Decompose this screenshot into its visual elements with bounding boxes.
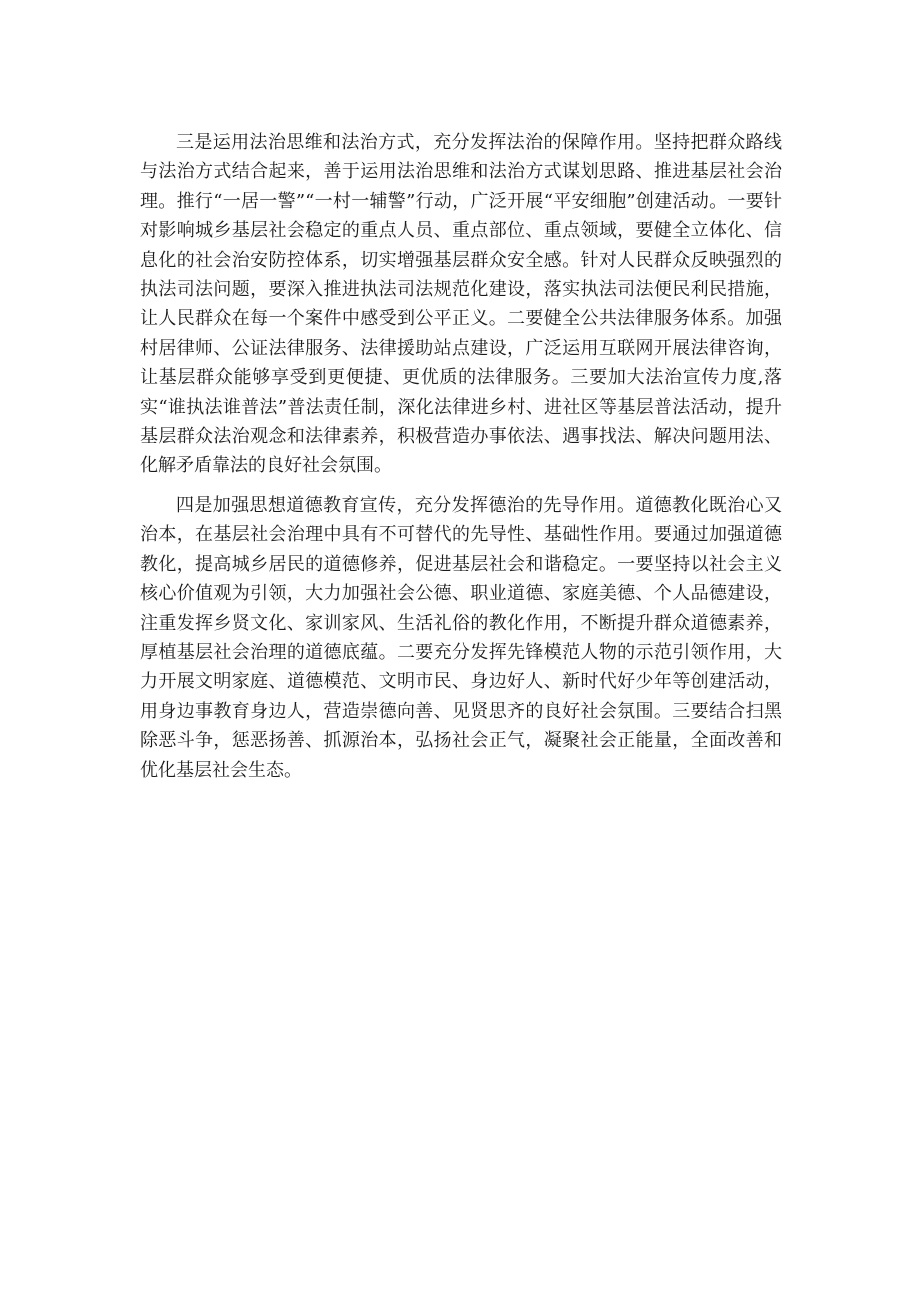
paragraph-rule-of-law: 三是运用法治思维和法治方式，充分发挥法治的保障作用。坚持把群众路线与法治方式结合起来，善于运用法治思维和法治方式谋划思路、推进基层社会治理。推行“一居一警”“一村一辅警”行动，广泛开展“平安细胞”创建活动。一要针对影响城乡基层社会稳定的重点人员、重点部位、重点领域，要健全立体化、信息化的社会治安防控体系，切实增强基层群众安全感。针对人民群众反映强烈的执法司法问题，要深入推进执法司法规范化建设，落实执法司法便民利民措施，让人民群众在每一个案件中感受到公平正义。二要健全公共法律服务体系。加强村居律师、公证法律服务、法律援助站点建设，广泛运用互联网开展法律咨询，让基层群众能够享受到更便捷、更优质的法律服务。三要加大法治宣传力度,落实“谁执法谁普法”普法责任制，深化法律进乡村、进社区等基层普法活动，提升基层群众法治观念和法律素养，积极营造办事依法、遇事找法、解决问题用法、化解矛盾靠法的良好社会氛围。 bbox=[140, 132, 782, 477]
paragraph-moral-education: 四是加强思想道德教育宣传，充分发挥德治的先导作用。道德教化既治心又治本，在基层社会治理中具有不可替代的先导性、基础性作用。要通过加强道德教化，提高城乡居民的道德修养，促进基层社会和谐稳定。一要坚持以社会主义核心价值观为引领，大力加强社会公德、职业道德、家庭美德、个人品德建设，注重发挥乡贤文化、家训家风、生活礼俗的教化作用，不断提升群众道德素养，厚植基层社会治理的道德底蕴。二要充分发挥先锋模范人物的示范引领作用，大力开展文明家庭、道德模范、文明市民、身边好人、新时代好少年等创建活动，用身边事教育身边人，营造崇德向善、见贤思齐的良好社会氛围。三要结合扫黑除恶斗争，惩恶扬善、抓源治本，弘扬社会正气，凝聚社会正能量，全面改善和优化基层社会生态。 bbox=[140, 494, 782, 781]
document-body bbox=[140, 128, 782, 795]
